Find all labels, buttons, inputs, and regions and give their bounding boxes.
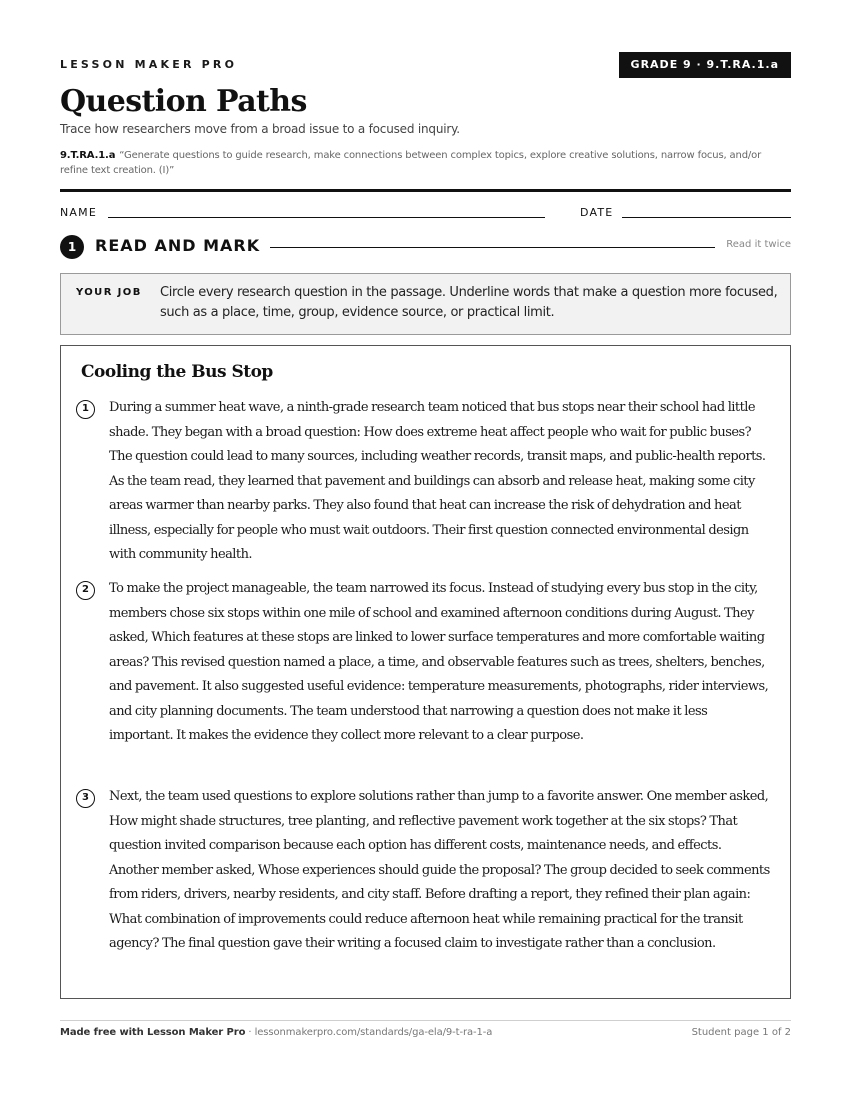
standard-statement [60, 148, 791, 178]
paragraph-number-1: 1 [76, 400, 95, 419]
section-title: READ AND MARK [95, 236, 261, 255]
top-bar [60, 52, 791, 78]
name-label: NAME [60, 206, 97, 219]
footer-made-with: Made free with Lesson Maker Pro [60, 1027, 246, 1038]
section-rule [270, 247, 715, 248]
job-instructions-box [60, 273, 791, 335]
brand-name: LESSON MAKER PRO [60, 58, 238, 71]
paragraph-number-2: 2 [76, 581, 95, 600]
job-label: YOUR JOB [76, 287, 142, 298]
footer-url[interactable]: · lessonmakerpro.com/standards/ga-ela/9-t-ra-1-a [245, 1027, 493, 1038]
name-field[interactable] [108, 217, 545, 218]
date-label: DATE [580, 206, 614, 219]
reading-passage [60, 345, 791, 999]
section-note: Read it twice [726, 239, 791, 250]
header-divider [60, 189, 791, 192]
section-number-badge: 1 [60, 235, 84, 259]
section-header [60, 235, 791, 259]
paragraph-2: To make the project manageable, the team narrowed its focus. Instead of studying every bus stop in the city, members chose six stops within one mile of school and examined afternoon conditions during August. They asked, Which features at these stops are linked to lower surface temperatures and more comfortable waiting areas? This revised question named a place, a time, and observable features such as trees, shelters, benches, and pavement. It also suggested useful evidence: temperature measurements, photographs, rider interviews, and city planning documents. The team understood that narrowing a question does not make it less important. It makes the evidence they collect more relevant to a clear purpose. [109, 581, 769, 743]
paragraph-1: During a summer heat wave, a ninth-grade research team noticed that bus stops near their school had little shade. They began with a broad question: How does extreme heat affect people who wait for public buses? The question could lead to many sources, including weather records, transit maps, and public-health reports. As the team read, they learned that pavement and buildings can absorb and release heat, making some city areas warmer than nearby parks. They also found that heat can increase the risk of dehydration and heat illness, especially for people who must wait outdoors. Their first question connected environmental design with community health. [109, 400, 766, 562]
footer-page-number: Student page 1 of 2 [691, 1027, 791, 1038]
student-info-row [60, 206, 791, 220]
paragraph-number-3: 3 [76, 789, 95, 808]
page-footer [60, 1020, 791, 1040]
grade-badge: GRADE 9 · 9.T.RA.1.a [619, 52, 791, 78]
footer-credit [60, 1027, 492, 1038]
paragraph-3: Next, the team used questions to explore solutions rather than jump to a favorite answer. One member asked, How might shade structures, tree planting, and reflective pavement work together at the six stops? That question invited comparison because each option has different costs, maintenance needs, and effects. Another member asked, Whose experiences should guide the proposal? The group decided to seek comments from riders, drivers, nearby residents, and city staff. Before drafting a report, they refined their plan again: What combination of improvements could reduce afternoon heat while remaining practical for the transit agency? The final question gave their writing a focused claim to investigate rather than a conclusion. [109, 789, 770, 951]
date-field[interactable] [622, 217, 791, 218]
standard-text: “Generate questions to guide research, make connections between complex topics, explore creative solutions, narrow focus, and/or refine text creation. (I)” [60, 150, 762, 176]
page-title: Question Paths [60, 84, 307, 119]
page-subtitle: Trace how researchers move from a broad issue to a focused inquiry. [60, 122, 460, 136]
standard-code: 9.T.RA.1.a [60, 150, 116, 161]
job-text: Circle every research question in the passage. Underline words that make a question more focused, such as a place, time, group, evidence source, or practical limit. [160, 285, 778, 320]
passage-title: Cooling the Bus Stop [81, 362, 273, 382]
